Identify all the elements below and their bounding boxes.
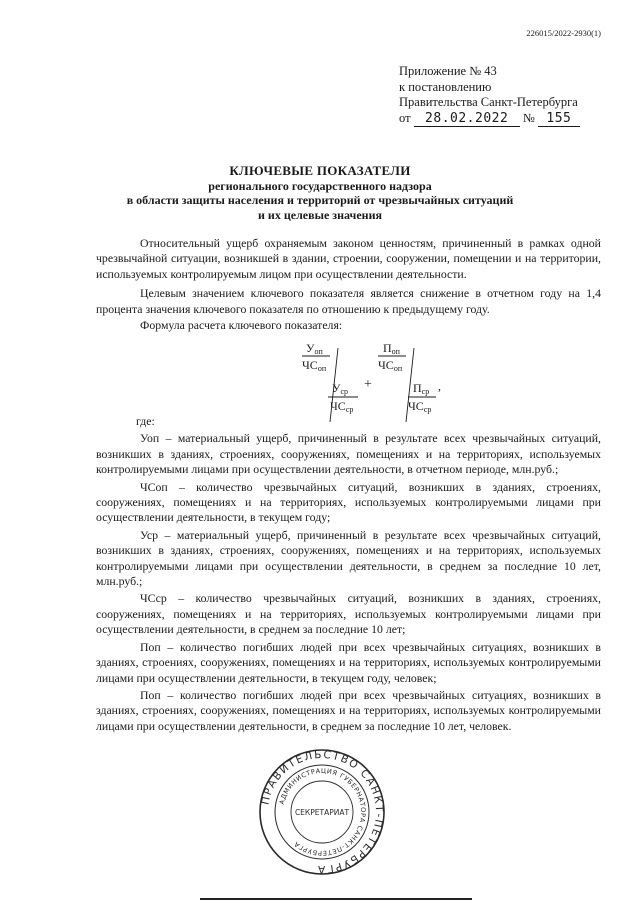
formula-chs-op-2: ЧСоп	[378, 358, 403, 373]
definition-u-op: Уоп – материальный ущерб, причиненный в результате всех чрезвычайных ситуаций, возникших в зданиях, строениях, сооружениях, помещениях и на территориях, используемых контролируемыми лицами при осуществлении деятельности, в отчетном периоде, млн.руб.;	[96, 431, 601, 477]
appendix-date-line	[399, 111, 580, 128]
appendix-line-3: Правительства Санкт-Петербурга	[399, 95, 578, 109]
formula-plus: +	[364, 377, 372, 392]
formula-end: ,	[438, 379, 441, 393]
definition-chs-op: ЧСоп – количество чрезвычайных ситуаций, возникших в зданиях, строениях, сооружениях, помещениях и на территориях, используемых контролируемыми лицами при осуществлении деятельности, в текущем году;	[96, 479, 601, 525]
bottom-border-line	[200, 898, 472, 900]
intro-paragraph-3: Формула расчета ключевого показателя:	[140, 318, 343, 333]
formula-chs-sr-2: ЧСср	[408, 399, 432, 414]
formula-u-op: Уоп	[306, 341, 323, 356]
definition-p-op: Поп – количество погибших людей при всех чрезвычайных ситуациях, возникших в зданиях, строениях, сооружениях, помещениях и на территориях, используемых контролируемыми лицами при осуществлении деятельности, в текущем году, человек;	[96, 639, 601, 685]
document-id: 226015/2022-2930(1)	[526, 28, 601, 38]
title-main: КЛЮЧЕВЫЕ ПОКАЗАТЕЛИ	[229, 163, 411, 178]
decree-number: 155	[538, 111, 580, 128]
title-line-4: и их целевые значения	[258, 207, 382, 222]
definitions-section	[96, 414, 601, 736]
seal-svg	[258, 748, 386, 876]
official-seal	[258, 748, 386, 876]
formula-chs-sr: ЧСср	[330, 399, 354, 414]
seal-center-text: СЕКРЕТАРИАТ	[294, 808, 350, 817]
seal-inner-text: АДМИНИСТРАЦИЯ ГУБЕРНАТОРА САНКТ-ПЕТЕРБУРГА	[277, 766, 368, 858]
formula-chs-op: ЧСоп	[302, 358, 327, 373]
definition-p-sr: Поп – количество погибших людей при всех чрезвычайных ситуациях, возникших в зданиях, строениях, сооружениях, помещениях и на территориях, используемых контролируемыми лицами при осуществлении деятельности, в среднем за последние 10 лет, человек.	[96, 687, 601, 733]
date-prefix: от	[399, 110, 411, 125]
seal-outer-text: ПРАВИТЕЛЬСТВО САНКТ-ПЕТЕРБУРГА	[259, 748, 386, 876]
appendix-line-1: Приложение № 43	[399, 64, 497, 78]
definition-chs-sr: ЧСср – количество чрезвычайных ситуаций, возникших в зданиях, строениях, сооружениях, помещениях и на территориях, используемых контролируемыми лицами при осуществлении деятельности, в среднем за последние 10 лет;	[96, 591, 601, 637]
formula-p-op: Поп	[383, 341, 400, 356]
appendix-block	[399, 64, 580, 127]
formula-u-sr: Уср	[332, 381, 349, 396]
title-line-2: регионального государственного надзора	[208, 178, 432, 193]
intro-section	[96, 236, 601, 333]
title-line-3: в области защиты населения и территорий от чрезвычайных ситуаций	[126, 193, 514, 207]
intro-paragraph-1: Относительный ущерб охраняемым законом ценностям, причиненный в рамках одной чрезвычайной ситуации, возникшей в здании, строении, сооружении, помещении и на территории, используемых контролируемым лицом при осуществлении деятельности.	[96, 236, 601, 281]
formula-p-sr: Пср	[413, 381, 430, 396]
definition-u-sr: Уср – материальный ущерб, причиненный в результате всех чрезвычайных ситуаций, возникших в зданиях, строениях, сооружениях, помещениях и на территориях, используемых контролируемыми лицами при осуществлении деятельности, в среднем за последние 10 лет, млн.руб.;	[96, 527, 601, 589]
number-prefix: №	[522, 110, 535, 125]
document-title	[70, 164, 570, 222]
intro-paragraph-2: Целевым значением ключевого показателя является снижение в отчетном году на 1,4 процента значения ключевого показателя по отношению к предыдущему году.	[96, 286, 601, 316]
where-label: где:	[136, 414, 155, 428]
appendix-line-2: к постановлению	[399, 79, 492, 94]
decree-date: 28.02.2022	[414, 111, 520, 128]
